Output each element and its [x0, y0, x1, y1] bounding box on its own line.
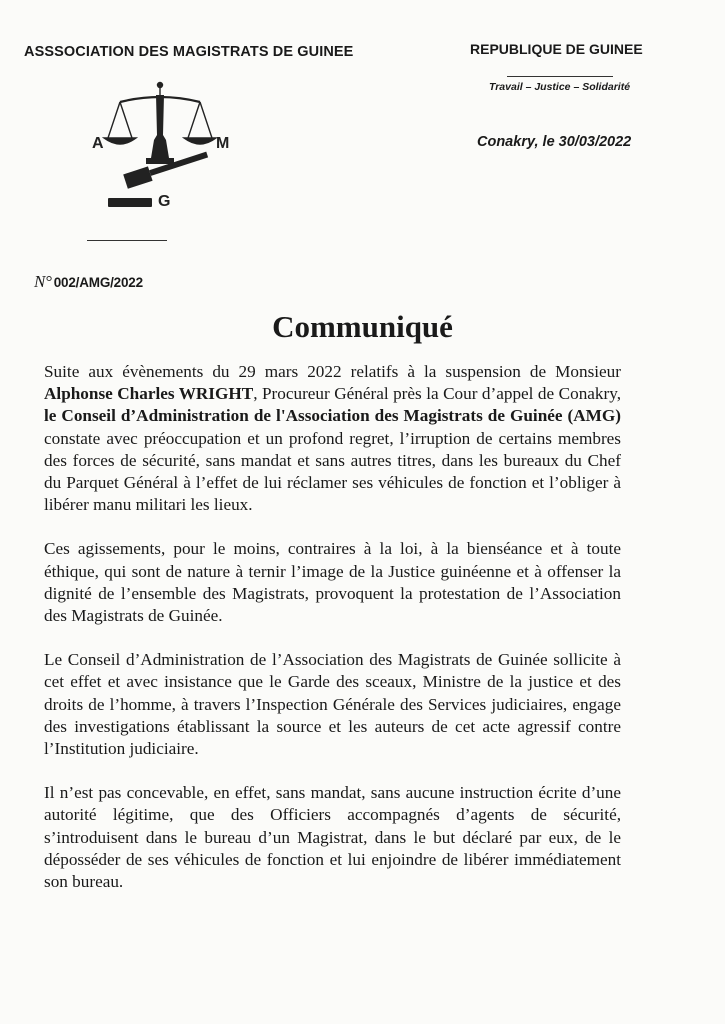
- logo-letter-g: G: [158, 193, 171, 210]
- scales-gavel-logo-icon: [90, 80, 240, 215]
- logo-divider: [87, 240, 167, 241]
- reference-code: 002/AMG/2022: [53, 275, 143, 290]
- paragraph-4: Il n’est pas concevable, en effet, sans mandat, sans aucune instruction écrite d’une autorité légitime, que des Officiers accompagnés d’agents de sécurité, s’introduisent dans le bureau d’un Magistrat, dans le but déclaré par eux, de le déposséder de ses véhicules de fonction et lui enjoindre de libérer immédiatement son bureau.: [44, 783, 621, 892]
- reference-number: [34, 272, 143, 292]
- number-symbol: N°: [34, 272, 52, 291]
- motto-divider: [507, 76, 613, 77]
- document-title: Communiqué: [272, 309, 453, 344]
- paragraph-2: Ces agissements, pour le moins, contraires à la loi, à la bienséance et à toute éthique, qui sont de nature à ternir l’image de la Justice guinéenne et à offenser la dignité de l’ensemble des Magistrats, provoquent la protestation de l’Association des Magistrats de Guinée.: [44, 539, 621, 626]
- country-name: REPUBLIQUE DE GUINEE: [470, 41, 643, 57]
- logo-letter-a: A: [92, 135, 104, 152]
- prosecutor-name: Alphonse Charles WRIGHT: [44, 384, 254, 404]
- place-and-date: Conakry, le 30/03/2022: [477, 134, 632, 150]
- paragraph-1: Suite aux évènements du 29 mars 2022 relatifs à la suspension de Monsieur Alphonse Charles WRIGHT, Procureur Général près la Cour d’appel de Conakry, le Conseil d’Administration de l'Association des Magistrats de Guinée (AMG) constate avec préoccupation et un profond regret, l’irruption de certains membres des forces de sécurité, sans mandat et sans autres titres, dans les bureaux du Chef du Parquet Général à l’effet de lui réclamer ses véhicules de fonction et l’obliger à libérer manu militari les lieux.: [44, 362, 622, 515]
- paragraph-3: Le Conseil d’Administration de l’Association des Magistrats de Guinée sollicite à cet effet et avec insistance que le Garde des sceaux, Ministre de la justice et des droits de l’homme, à travers l’Inspection Générale des Services judiciaires, engage des investigations établissant la source et les auteurs de cet acte agressif contre l’Institution judiciaire.: [44, 650, 621, 759]
- organization-name: ASSSOCIATION DES MAGISTRATS DE GUINEE: [24, 44, 354, 60]
- logo-letter-m: M: [216, 135, 230, 152]
- communique-body: [44, 361, 621, 915]
- national-motto: Travail – Justice – Solidarité: [489, 81, 631, 93]
- council-name: le Conseil d’Administration de l'Association des Magistrats de Guinée (AMG): [44, 406, 621, 426]
